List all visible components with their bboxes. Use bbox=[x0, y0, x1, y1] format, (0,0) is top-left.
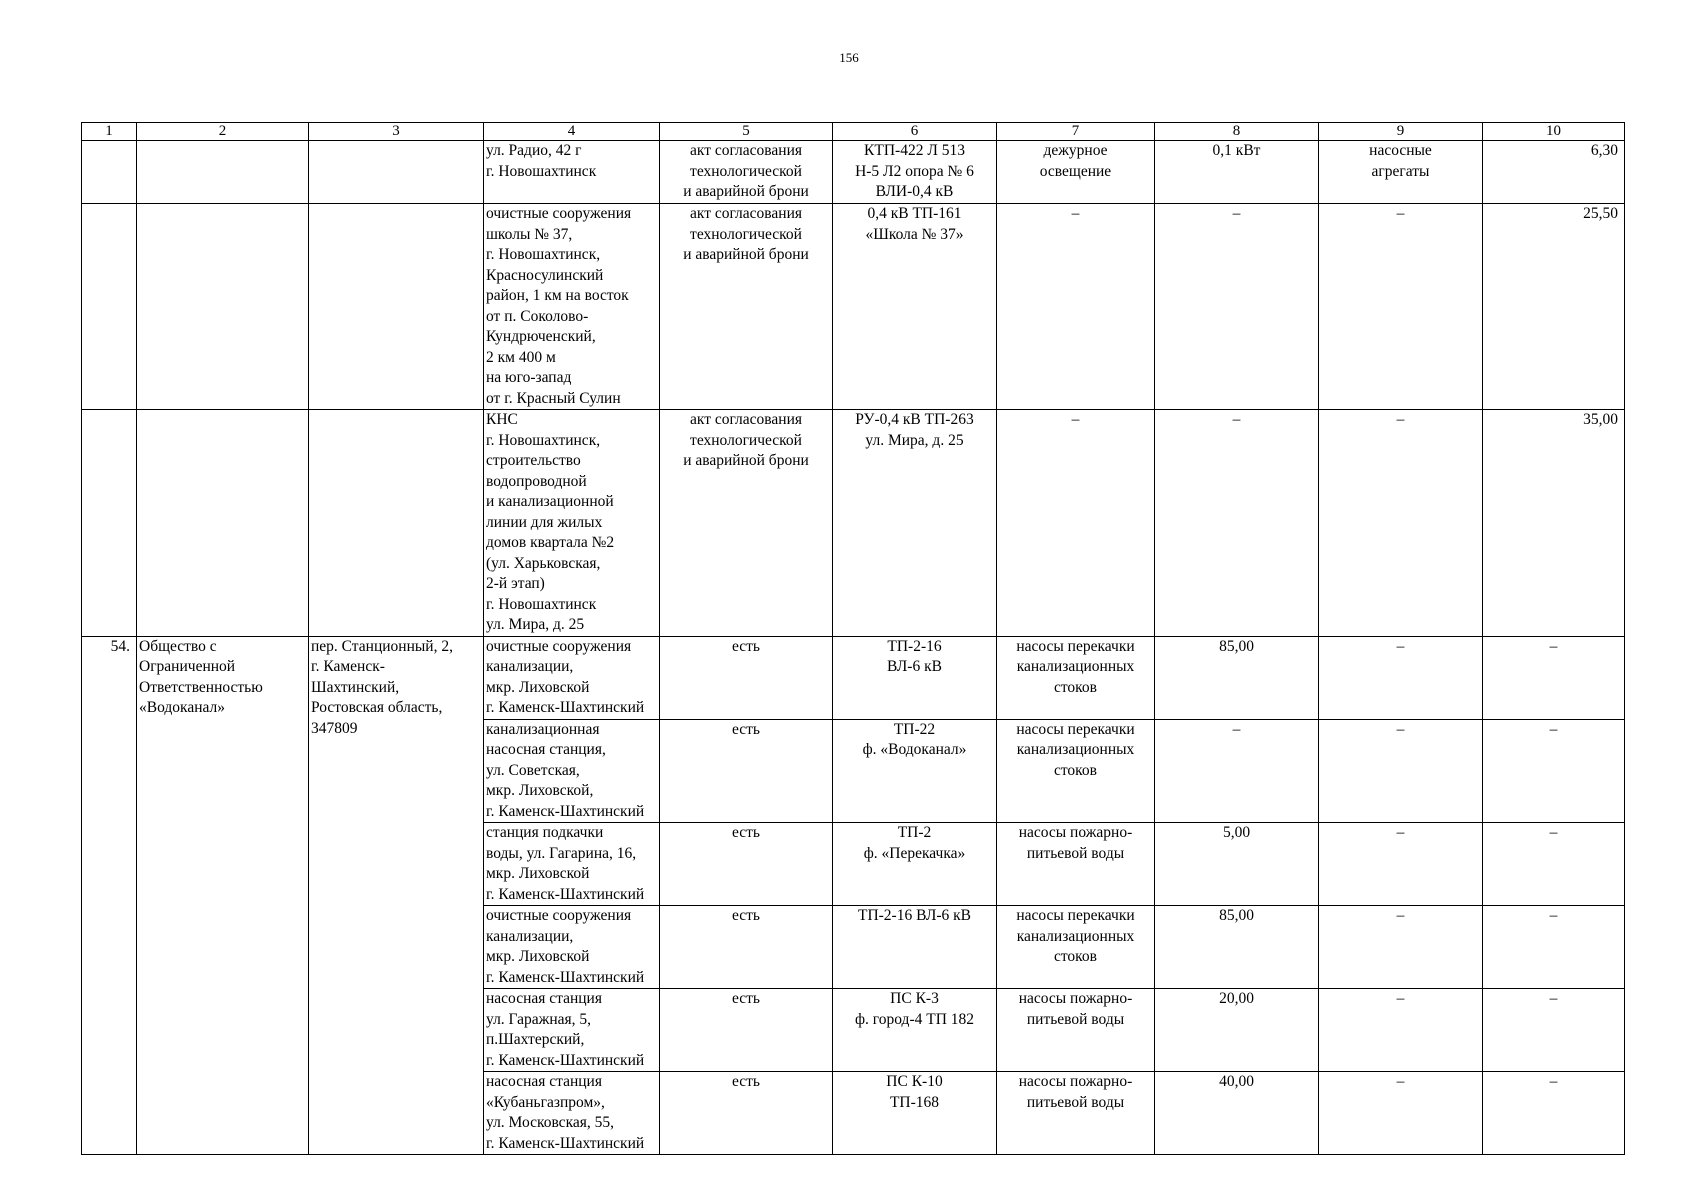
cell-line: акт согласования bbox=[689, 142, 802, 159]
act-cell bbox=[660, 204, 833, 410]
cell-line: очистные сооружения bbox=[486, 907, 632, 924]
empty-cell bbox=[82, 141, 137, 204]
cell-line: пер. Станционный, 2, bbox=[311, 637, 453, 655]
source-cell bbox=[833, 204, 997, 410]
cell-line: насосы пожарно- bbox=[1018, 990, 1133, 1007]
cell-line: ВЛ-6 кВ bbox=[887, 658, 942, 675]
power-cell: – bbox=[1155, 410, 1319, 637]
cell-line: г. Каменск-Шахтинский bbox=[486, 968, 645, 986]
consumer-cell bbox=[997, 906, 1155, 989]
consumer-cell bbox=[997, 1072, 1155, 1155]
source-cell bbox=[833, 1072, 997, 1155]
source-cell bbox=[833, 636, 997, 719]
act-cell bbox=[660, 141, 833, 204]
cell-line: есть bbox=[732, 1073, 760, 1090]
table-row bbox=[82, 410, 1625, 637]
cell-line: и аварийной брони bbox=[683, 452, 809, 469]
cell-line: «Водоканал» bbox=[139, 699, 225, 716]
cell-line: – bbox=[1396, 907, 1405, 924]
main-table bbox=[81, 122, 1625, 1155]
source-cell bbox=[833, 719, 997, 823]
cell-line: есть bbox=[732, 720, 760, 738]
value-cell: – bbox=[1483, 719, 1625, 823]
cell-line: ТП-2 bbox=[897, 824, 932, 841]
cell-line: канализационная bbox=[486, 720, 600, 738]
row-number-cell: 54. bbox=[82, 636, 137, 1155]
cell-line: ф. «Водоканал» bbox=[862, 741, 967, 758]
cell-line: КНС bbox=[486, 411, 518, 428]
cell-line: питьевой воды bbox=[1026, 844, 1125, 862]
cell-line: – bbox=[1396, 1073, 1405, 1090]
cell-line: линии для жилых bbox=[486, 513, 603, 531]
consumer-cell bbox=[997, 719, 1155, 823]
cell-line: г. Каменск-Шахтинский bbox=[486, 1051, 645, 1069]
cell-line: г. Каменск-Шахтинский bbox=[486, 1134, 645, 1152]
power-cell: – bbox=[1155, 719, 1319, 823]
cell-line: и аварийной брони bbox=[683, 183, 809, 200]
page-number: 156 bbox=[839, 50, 859, 65]
value-cell: – bbox=[1483, 989, 1625, 1072]
table-row bbox=[82, 141, 1625, 204]
empty-cell bbox=[137, 410, 309, 637]
cell-line: водопроводной bbox=[486, 472, 587, 490]
consumer-cell bbox=[997, 636, 1155, 719]
cell-line: насосная станция bbox=[486, 1073, 602, 1090]
value-cell: – bbox=[1483, 823, 1625, 906]
column-number: 4 bbox=[484, 123, 660, 141]
cell-line: очистные сооружения bbox=[486, 637, 632, 655]
cell-line: есть bbox=[732, 637, 760, 655]
value-cell: – bbox=[1483, 906, 1625, 989]
cell-line: канализации, bbox=[486, 658, 574, 675]
cell-line: стоков bbox=[1053, 948, 1097, 965]
column-number: 1 bbox=[82, 123, 137, 141]
equipment-cell bbox=[1319, 719, 1483, 823]
cell-line: 347809 bbox=[311, 719, 358, 737]
cell-line: ул. Московская, 55, bbox=[486, 1114, 614, 1131]
cell-line: воды, ул. Гагарина, 16, bbox=[486, 844, 637, 862]
cell-line: ТП-2-16 ВЛ-6 кВ bbox=[857, 907, 972, 924]
cell-line: канализационных bbox=[1016, 658, 1135, 675]
cell-line: – bbox=[1396, 411, 1405, 428]
power-cell: 5,00 bbox=[1155, 823, 1319, 906]
power-cell: 20,00 bbox=[1155, 989, 1319, 1072]
equipment-cell bbox=[1319, 141, 1483, 204]
object-cell bbox=[484, 1072, 660, 1155]
column-number: 2 bbox=[137, 123, 309, 141]
object-cell bbox=[484, 823, 660, 906]
cell-line: г. Каменск-Шахтинский bbox=[486, 885, 645, 903]
consumer-cell bbox=[997, 823, 1155, 906]
consumer-cell bbox=[997, 141, 1155, 204]
cell-line: ВЛИ-0,4 кВ bbox=[875, 183, 954, 200]
address-cell bbox=[309, 636, 484, 1155]
cell-line: мкр. Лиховской bbox=[486, 948, 590, 965]
column-number: 9 bbox=[1319, 123, 1483, 141]
source-cell bbox=[833, 141, 997, 204]
cell-line: канализационных bbox=[1016, 741, 1135, 758]
object-cell bbox=[484, 141, 660, 204]
cell-line: насосы пожарно- bbox=[1018, 1073, 1133, 1090]
organization-cell bbox=[137, 636, 309, 1155]
value-cell: 25,50 bbox=[1483, 204, 1625, 410]
cell-line: (ул. Харьковская, bbox=[486, 554, 601, 572]
cell-line: ул. Мира, д. 25 bbox=[865, 431, 964, 449]
cell-line: – bbox=[1396, 824, 1405, 841]
cell-line: КТП-422 Л 513 bbox=[864, 142, 965, 159]
column-number: 5 bbox=[660, 123, 833, 141]
source-cell bbox=[833, 823, 997, 906]
cell-line: 2 км 400 м bbox=[486, 348, 556, 366]
cell-line: на юго-запад bbox=[486, 369, 572, 386]
cell-line: «Школа № 37» bbox=[865, 225, 964, 243]
column-number: 3 bbox=[309, 123, 484, 141]
cell-line: Кундрюченский, bbox=[486, 328, 596, 345]
column-number: 7 bbox=[997, 123, 1155, 141]
cell-line: насосная станция, bbox=[486, 741, 606, 758]
cell-line: Н-5 Л2 опора № 6 bbox=[855, 162, 974, 180]
cell-line: школы № 37, bbox=[486, 225, 573, 243]
cell-line: Ростовская область, bbox=[311, 699, 443, 716]
value-cell: 6,30 bbox=[1483, 141, 1625, 204]
cell-line: ул. Радио, 42 г bbox=[486, 142, 582, 159]
equipment-cell bbox=[1319, 906, 1483, 989]
equipment-cell bbox=[1319, 823, 1483, 906]
consumer-cell bbox=[997, 410, 1155, 637]
object-cell bbox=[484, 906, 660, 989]
consumer-cell bbox=[997, 204, 1155, 410]
object-cell bbox=[484, 204, 660, 410]
cell-line: и аварийной брони bbox=[683, 246, 809, 263]
empty-cell bbox=[137, 204, 309, 410]
cell-line: есть bbox=[732, 824, 760, 841]
cell-line: – bbox=[1396, 990, 1405, 1007]
cell-line: – bbox=[1396, 637, 1405, 655]
cell-line: район, 1 км на восток bbox=[486, 287, 629, 304]
cell-line: г. Каменск-Шахтинский bbox=[486, 802, 645, 820]
cell-line: Общество с bbox=[139, 637, 217, 655]
cell-line: и канализационной bbox=[486, 493, 614, 510]
cell-line: технологической bbox=[690, 431, 802, 449]
cell-line: «Кубаньгазпром», bbox=[486, 1093, 605, 1111]
cell-line: мкр. Лиховской bbox=[486, 865, 590, 882]
cell-line: канализационных bbox=[1016, 927, 1135, 945]
empty-cell bbox=[82, 204, 137, 410]
act-cell bbox=[660, 989, 833, 1072]
equipment-cell bbox=[1319, 989, 1483, 1072]
cell-line: ПС К-3 bbox=[890, 990, 939, 1007]
table-row bbox=[82, 204, 1625, 410]
cell-line: технологической bbox=[690, 225, 802, 243]
cell-line: агрегаты bbox=[1371, 162, 1430, 180]
cell-line: мкр. Лиховской bbox=[486, 678, 590, 696]
cell-line: ПС К-10 bbox=[886, 1073, 943, 1090]
act-cell bbox=[660, 410, 833, 637]
source-cell bbox=[833, 906, 997, 989]
cell-line: – bbox=[1071, 411, 1080, 428]
cell-line: мкр. Лиховской, bbox=[486, 782, 594, 799]
cell-line: питьевой воды bbox=[1026, 1093, 1125, 1111]
cell-line: питьевой воды bbox=[1026, 1010, 1125, 1028]
empty-cell bbox=[309, 141, 484, 204]
cell-line: Ограниченной bbox=[139, 658, 236, 675]
cell-line: ТП-22 bbox=[893, 720, 936, 738]
equipment-cell bbox=[1319, 410, 1483, 637]
cell-line: г. Новошахтинск, bbox=[486, 246, 601, 263]
column-number: 10 bbox=[1483, 123, 1625, 141]
object-cell bbox=[484, 989, 660, 1072]
cell-line: ул. Гаражная, 5, bbox=[486, 1010, 592, 1028]
empty-cell bbox=[309, 204, 484, 410]
cell-line: г. Каменск-Шахтинский bbox=[486, 699, 645, 716]
value-cell: – bbox=[1483, 1072, 1625, 1155]
cell-line: акт согласования bbox=[689, 205, 802, 222]
cell-line: ТП-2-16 bbox=[887, 637, 942, 655]
source-cell bbox=[833, 989, 997, 1072]
cell-line: г. Новошахтинск bbox=[486, 162, 597, 180]
cell-line: Красносулинский bbox=[486, 266, 604, 284]
object-cell bbox=[484, 636, 660, 719]
cell-line: 2-й этап) bbox=[486, 575, 545, 592]
cell-line: – bbox=[1396, 205, 1405, 222]
empty-cell bbox=[82, 410, 137, 637]
cell-line: г. Каменск- bbox=[311, 658, 385, 675]
cell-line: стоков bbox=[1053, 678, 1097, 696]
power-cell: 85,00 bbox=[1155, 636, 1319, 719]
cell-line: освещение bbox=[1039, 162, 1112, 180]
cell-line: ТП-168 bbox=[889, 1093, 940, 1111]
object-cell bbox=[484, 719, 660, 823]
act-cell bbox=[660, 906, 833, 989]
column-number: 8 bbox=[1155, 123, 1319, 141]
cell-line: г. Новошахтинск bbox=[486, 595, 597, 613]
empty-cell bbox=[137, 141, 309, 204]
equipment-cell bbox=[1319, 1072, 1483, 1155]
power-cell: 85,00 bbox=[1155, 906, 1319, 989]
equipment-cell bbox=[1319, 636, 1483, 719]
cell-line: – bbox=[1396, 720, 1405, 738]
cell-line: технологической bbox=[690, 162, 802, 180]
cell-line: п.Шахтерский, bbox=[486, 1031, 585, 1048]
cell-line: стоков bbox=[1053, 761, 1097, 779]
cell-line: акт согласования bbox=[689, 411, 802, 428]
act-cell bbox=[660, 1072, 833, 1155]
act-cell bbox=[660, 823, 833, 906]
cell-line: ул. Мира, д. 25 bbox=[486, 616, 585, 633]
cell-line: 0,4 кВ ТП-161 bbox=[867, 205, 962, 222]
cell-line: Шахтинский, bbox=[311, 678, 400, 696]
act-cell bbox=[660, 719, 833, 823]
cell-line: есть bbox=[732, 907, 760, 924]
equipment-cell bbox=[1319, 204, 1483, 410]
empty-cell bbox=[309, 410, 484, 637]
cell-line: ф. «Перекачка» bbox=[863, 844, 966, 862]
act-cell bbox=[660, 636, 833, 719]
cell-line: насосные bbox=[1369, 142, 1432, 159]
cell-line: насосная станция bbox=[486, 990, 602, 1007]
table-row bbox=[82, 636, 1625, 719]
cell-line: дежурное bbox=[1043, 142, 1108, 159]
cell-line: Ответственностью bbox=[139, 678, 263, 696]
cell-line: от п. Соколово- bbox=[486, 307, 589, 325]
cell-line: ф. город-4 ТП 182 bbox=[854, 1010, 975, 1028]
value-cell: 35,00 bbox=[1483, 410, 1625, 637]
cell-line: есть bbox=[732, 990, 760, 1007]
cell-line: насосы перекачки bbox=[1016, 720, 1135, 738]
cell-line: РУ-0,4 кВ ТП-263 bbox=[855, 411, 974, 428]
cell-line: станция подкачки bbox=[486, 824, 604, 841]
cell-line: ул. Советская, bbox=[486, 761, 580, 779]
cell-line: насосы пожарно- bbox=[1018, 824, 1133, 841]
object-cell bbox=[484, 410, 660, 637]
cell-line: насосы перекачки bbox=[1016, 637, 1135, 655]
value-cell: – bbox=[1483, 636, 1625, 719]
column-number: 6 bbox=[833, 123, 997, 141]
power-cell: 0,1 кВт bbox=[1155, 141, 1319, 204]
column-number-row bbox=[82, 123, 1625, 141]
power-cell: 40,00 bbox=[1155, 1072, 1319, 1155]
cell-line: насосы перекачки bbox=[1016, 907, 1135, 924]
cell-line: канализации, bbox=[486, 927, 574, 945]
cell-line: очистные сооружения bbox=[486, 205, 632, 222]
cell-line: от г. Красный Сулин bbox=[486, 389, 621, 407]
cell-line: – bbox=[1071, 205, 1080, 222]
source-cell bbox=[833, 410, 997, 637]
power-cell: – bbox=[1155, 204, 1319, 410]
cell-line: домов квартала №2 bbox=[486, 534, 615, 551]
cell-line: г. Новошахтинск, bbox=[486, 431, 601, 449]
consumer-cell bbox=[997, 989, 1155, 1072]
cell-line: строительство bbox=[486, 452, 581, 469]
